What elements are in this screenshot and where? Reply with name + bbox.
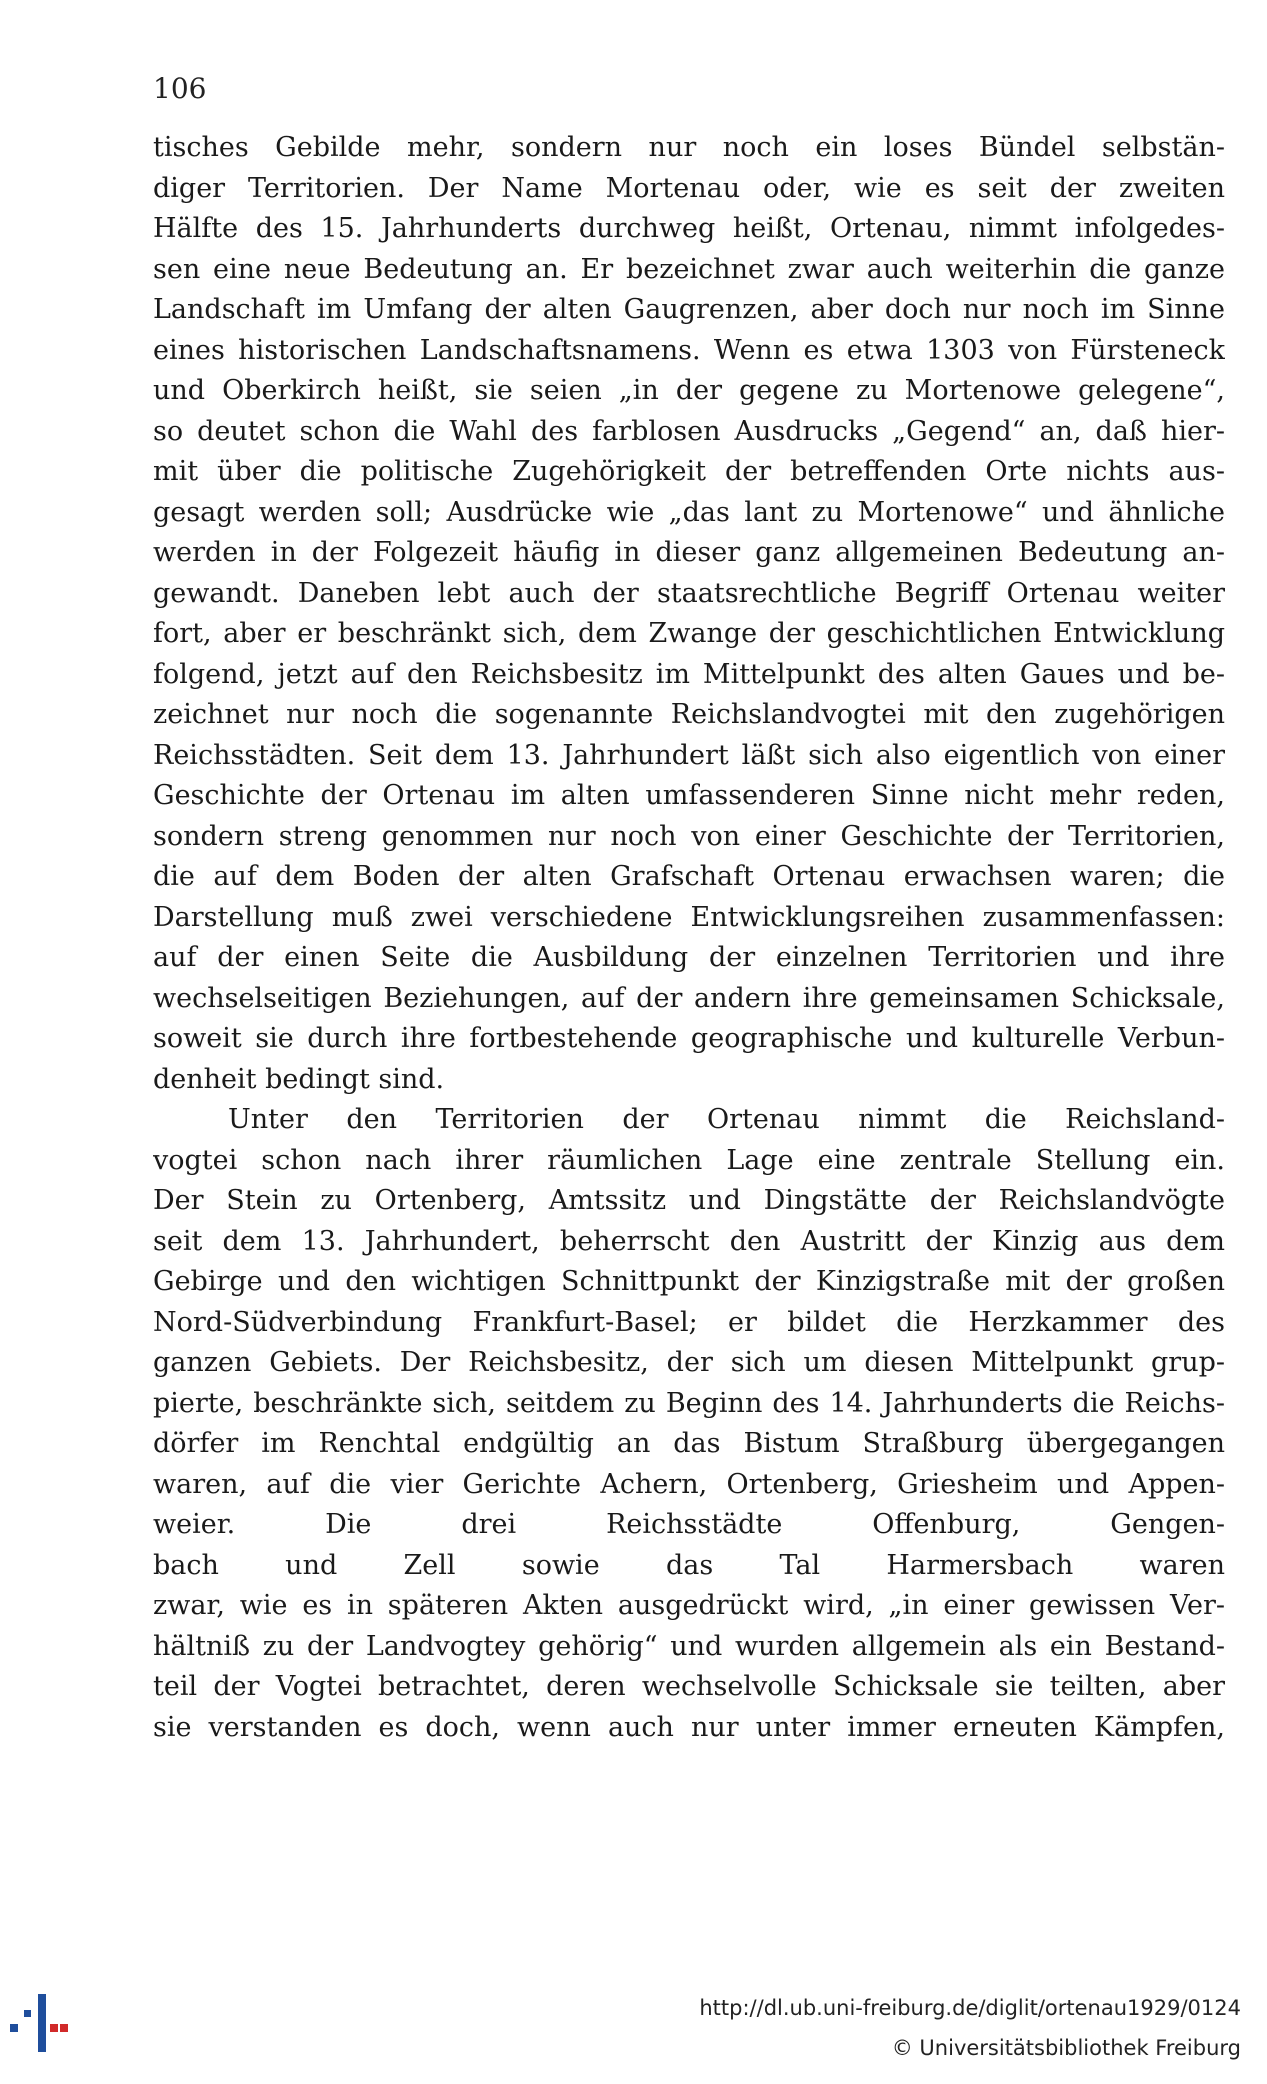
- body-text: [153, 128, 1225, 1748]
- text-line: sie verstanden es doch, wenn auch nur unter immer erneuten Kämpfen,: [153, 1711, 1225, 1743]
- text-line: dörfer im Renchtal endgültig an das Bistum Straßburg übergegangen: [153, 1428, 1225, 1459]
- text-line: wechselseitigen Beziehungen, auf der andern ihre gemeinsamen Schicksale,: [153, 982, 1225, 1014]
- text-line: vogtei schon nach ihrer räumlichen Lage eine zentrale Stellung ein.: [153, 1144, 1225, 1176]
- text-line: Gebirge und den wichtigen Schnittpunkt der Kinzigstraße mit der großen: [153, 1266, 1225, 1297]
- text-line: eines historischen Landschaftsnamens. Wenn es etwa 1303 von Fürsteneck: [153, 334, 1225, 366]
- text-line: und Oberkirch heißt, sie seien „in der gegene zu Mortenowe gelegene“,: [153, 375, 1225, 406]
- text-line: so deutet schon die Wahl des farblosen Ausdrucks „Gegend“ an, daß hier-: [153, 415, 1225, 447]
- text-line: gewandt. Daneben lebt auch der staatsrechtliche Begriff Ortenau weiter: [153, 577, 1225, 609]
- logo-square: [60, 2024, 68, 2032]
- text-line: folgend, jetzt auf den Reichsbesitz im Mittelpunkt des alten Gaues und be-: [153, 658, 1225, 690]
- text-line: hältniß zu der Landvogtey gehörig“ und wurden allgemein als ein Bestand-: [153, 1630, 1225, 1662]
- text-line: Darstellung muß zwei verschiedene Entwicklungsreihen zusammenfassen:: [153, 901, 1225, 933]
- text-line: sen eine neue Bedeutung an. Er bezeichnet zwar auch weiterhin die ganze: [153, 253, 1225, 285]
- text-line: denheit bedingt sind.: [153, 1063, 445, 1095]
- text-line: sondern streng genommen nur noch von einer Geschichte der Territorien,: [153, 820, 1225, 852]
- text-line: mit über die politische Zugehörigkeit der betreffenden Orte nichts aus-: [153, 456, 1225, 487]
- logo-square: [10, 2024, 18, 2032]
- text-line: Nord-Südverbindung Frankfurt-Basel; er bildet die Herzkammer des: [153, 1306, 1225, 1338]
- text-line: bach und Zell sowie das Tal Harmersbach waren: [153, 1549, 1225, 1581]
- page-number: 106: [153, 72, 207, 105]
- text-line: diger Territorien. Der Name Mortenau oder, wie es seit der zweiten: [153, 172, 1225, 204]
- text-line: die auf dem Boden der alten Grafschaft Ortenau erwachsen waren; die: [153, 861, 1225, 892]
- text-line: Reichsstädten. Seit dem 13. Jahrhundert läßt sich also eigentlich von einer: [153, 739, 1225, 771]
- logo-square: [50, 2024, 58, 2032]
- text-line: weier. Die drei Reichsstädte Offenburg, Gengen-: [153, 1509, 1225, 1540]
- text-line: zwar, wie es in späteren Akten ausgedrückt wird, „in einer gewissen Ver-: [153, 1590, 1225, 1621]
- text-line: soweit sie durch ihre fortbestehende geographische und kulturelle Verbun-: [153, 1023, 1225, 1054]
- text-line: werden in der Folgezeit häufig in dieser ganz allgemeinen Bedeutung an-: [153, 537, 1225, 568]
- text-line: auf der einen Seite die Ausbildung der einzelnen Territorien und ihre: [153, 942, 1225, 973]
- text-line: teil der Vogtei betrachtet, deren wechselvolle Schicksale sie teilten, aber: [153, 1671, 1225, 1702]
- text-line: Geschichte der Ortenau im alten umfassenderen Sinne nicht mehr reden,: [153, 780, 1225, 811]
- source-url-link[interactable]: http://dl.ub.uni-freiburg.de/diglit/ortenau1929/0124: [699, 1996, 1241, 2020]
- text-line: fort, aber er beschränkt sich, dem Zwange der geschichtlichen Entwicklung: [153, 618, 1225, 649]
- library-logo-icon: [8, 1988, 78, 2058]
- text-line: ganzen Gebiets. Der Reichsbesitz, der sich um diesen Mittelpunkt grup-: [153, 1347, 1225, 1378]
- text-line: waren, auf die vier Gerichte Achern, Ortenberg, Griesheim und Appen-: [153, 1468, 1225, 1500]
- text-line: Landschaft im Umfang der alten Gaugrenzen, aber doch nur noch im Sinne: [153, 294, 1225, 325]
- text-line: zeichnet nur noch die sogenannte Reichslandvogtei mit den zugehörigen: [153, 699, 1225, 730]
- text-line: seit dem 13. Jahrhundert, beherrscht den Austritt der Kinzig aus dem: [153, 1225, 1225, 1257]
- text-line: Der Stein zu Ortenberg, Amtssitz und Dingstätte der Reichslandvögte: [153, 1185, 1225, 1216]
- copyright-text: © Universitätsbibliothek Freiburg: [891, 2036, 1241, 2060]
- text-line: pierte, beschränkte sich, seitdem zu Beginn des 14. Jahrhunderts die Reichs-: [153, 1387, 1225, 1419]
- logo-bar: [38, 1994, 46, 2052]
- text-line: Unter den Territorien der Ortenau nimmt die Reichsland-: [228, 1104, 1225, 1135]
- text-line: Hälfte des 15. Jahrhunderts durchweg heißt, Ortenau, nimmt infolgedes-: [153, 213, 1225, 244]
- text-line: gesagt werden soll; Ausdrücke wie „das lant zu Mortenowe“ und ähnliche: [153, 496, 1225, 528]
- logo-square: [24, 2010, 31, 2017]
- text-line: tisches Gebilde mehr, sondern nur noch ein loses Bündel selbstän-: [153, 132, 1225, 163]
